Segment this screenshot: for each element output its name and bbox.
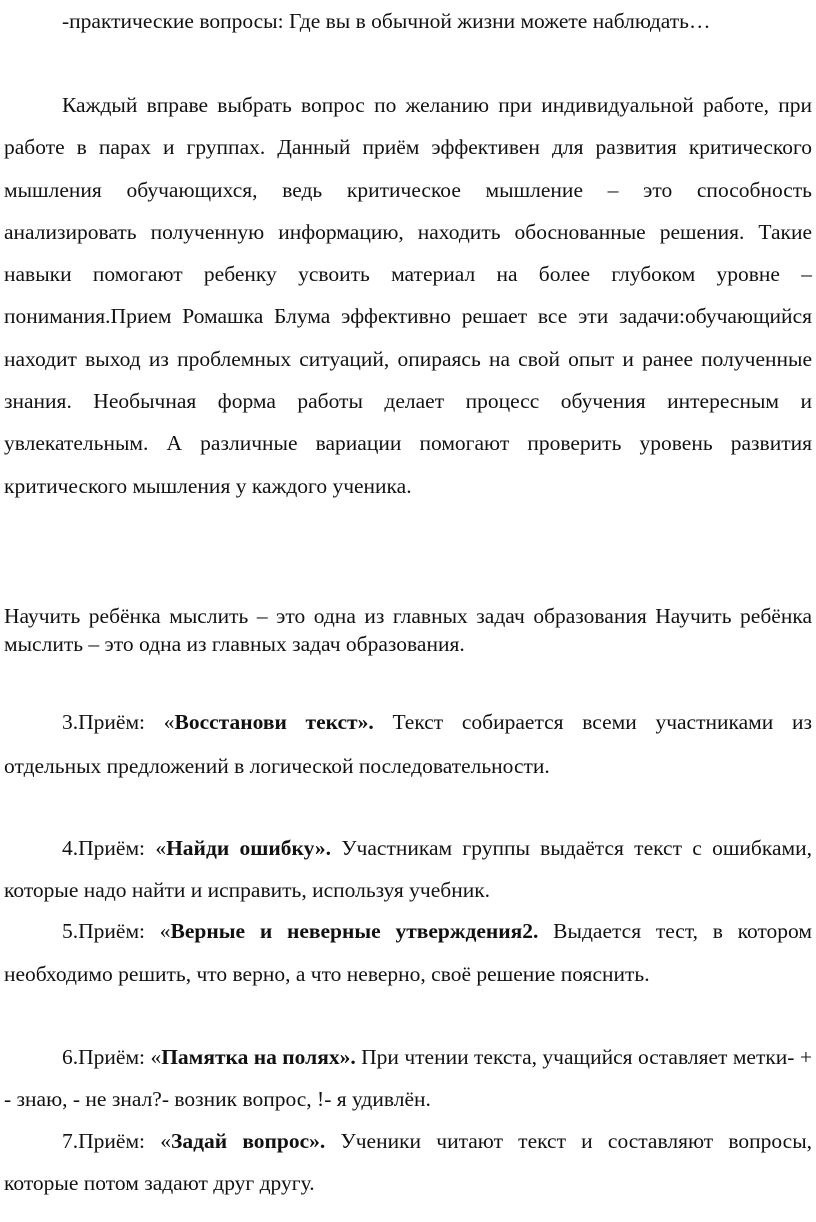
technique-name: Задай вопрос».: [171, 1129, 326, 1153]
technique-prefix: 7.Приём: «: [62, 1129, 171, 1153]
technique-item: [4, 1036, 812, 1120]
technique-prefix: 3.Приём: «: [62, 710, 175, 734]
technique-name: Верные и неверные утверждения2.: [170, 919, 539, 943]
technique-description: Участникам группы выдаётся текст с ошибками, которые надо найти и исправить, используя учебник.: [4, 836, 812, 902]
technique-description: При чтении текста, учащийся оставляет метки- + - знаю, - не знал?- возник вопрос, !- я удивлён.: [4, 1045, 813, 1111]
paragraph-practical-questions: -практические вопросы: Где вы в обычной жизни можете наблюдать…: [62, 9, 711, 33]
technique-item: [4, 910, 812, 996]
technique-prefix: 4.Приём: «: [62, 836, 167, 860]
technique-description: Текст собирается всеми участниками из отдельных предложений в логической последовательности.: [4, 710, 812, 778]
technique-prefix: 5.Приём: «: [62, 919, 171, 943]
technique-description: Выдается тест, в котором необходимо решить, что верно, а что неверно, своё решение пояснить.: [4, 919, 813, 986]
technique-item: [4, 827, 812, 911]
technique-description: Ученики читают текст и составляют вопросы, которые потом задают друг другу.: [4, 1129, 813, 1195]
technique-name: Восстанови текст».: [174, 710, 374, 734]
technique-name: Найди ошибку».: [166, 836, 332, 860]
paragraph-question-choice: Каждый вправе выбрать вопрос по желанию при индивидуальной работе, при работе в парах и группах. Данный приём эффективен для развития критического мышления обучающихся, ведь критическое мышление – это способность анализировать полученную информацию, находить обоснованные решения. Такие навыки помогают ребенку усвоить материал на более глубоком уровне – понимания.Прием Ромашка Блума эффективно решает все эти задачи:обучающийся находит выход из проблемных ситуаций, опираясь на свой опыт и ранее полученные знания. Необычная форма работы делает процесс обучения интересным и увлекательным. А различные вариации помогают проверить уровень развития критического мышления у каждого ученика.: [4, 93, 812, 498]
paragraph-teach-thinking: Научить ребёнка мыслить – это одна из главных задач образования Научить ребёнка мыслить – это одна из главных задач образования.: [4, 604, 812, 656]
technique-name: Памятка на полях».: [161, 1045, 356, 1069]
technique-item: [4, 1120, 812, 1204]
technique-item: [4, 700, 812, 788]
technique-prefix: 6.Приём: «: [62, 1045, 162, 1069]
